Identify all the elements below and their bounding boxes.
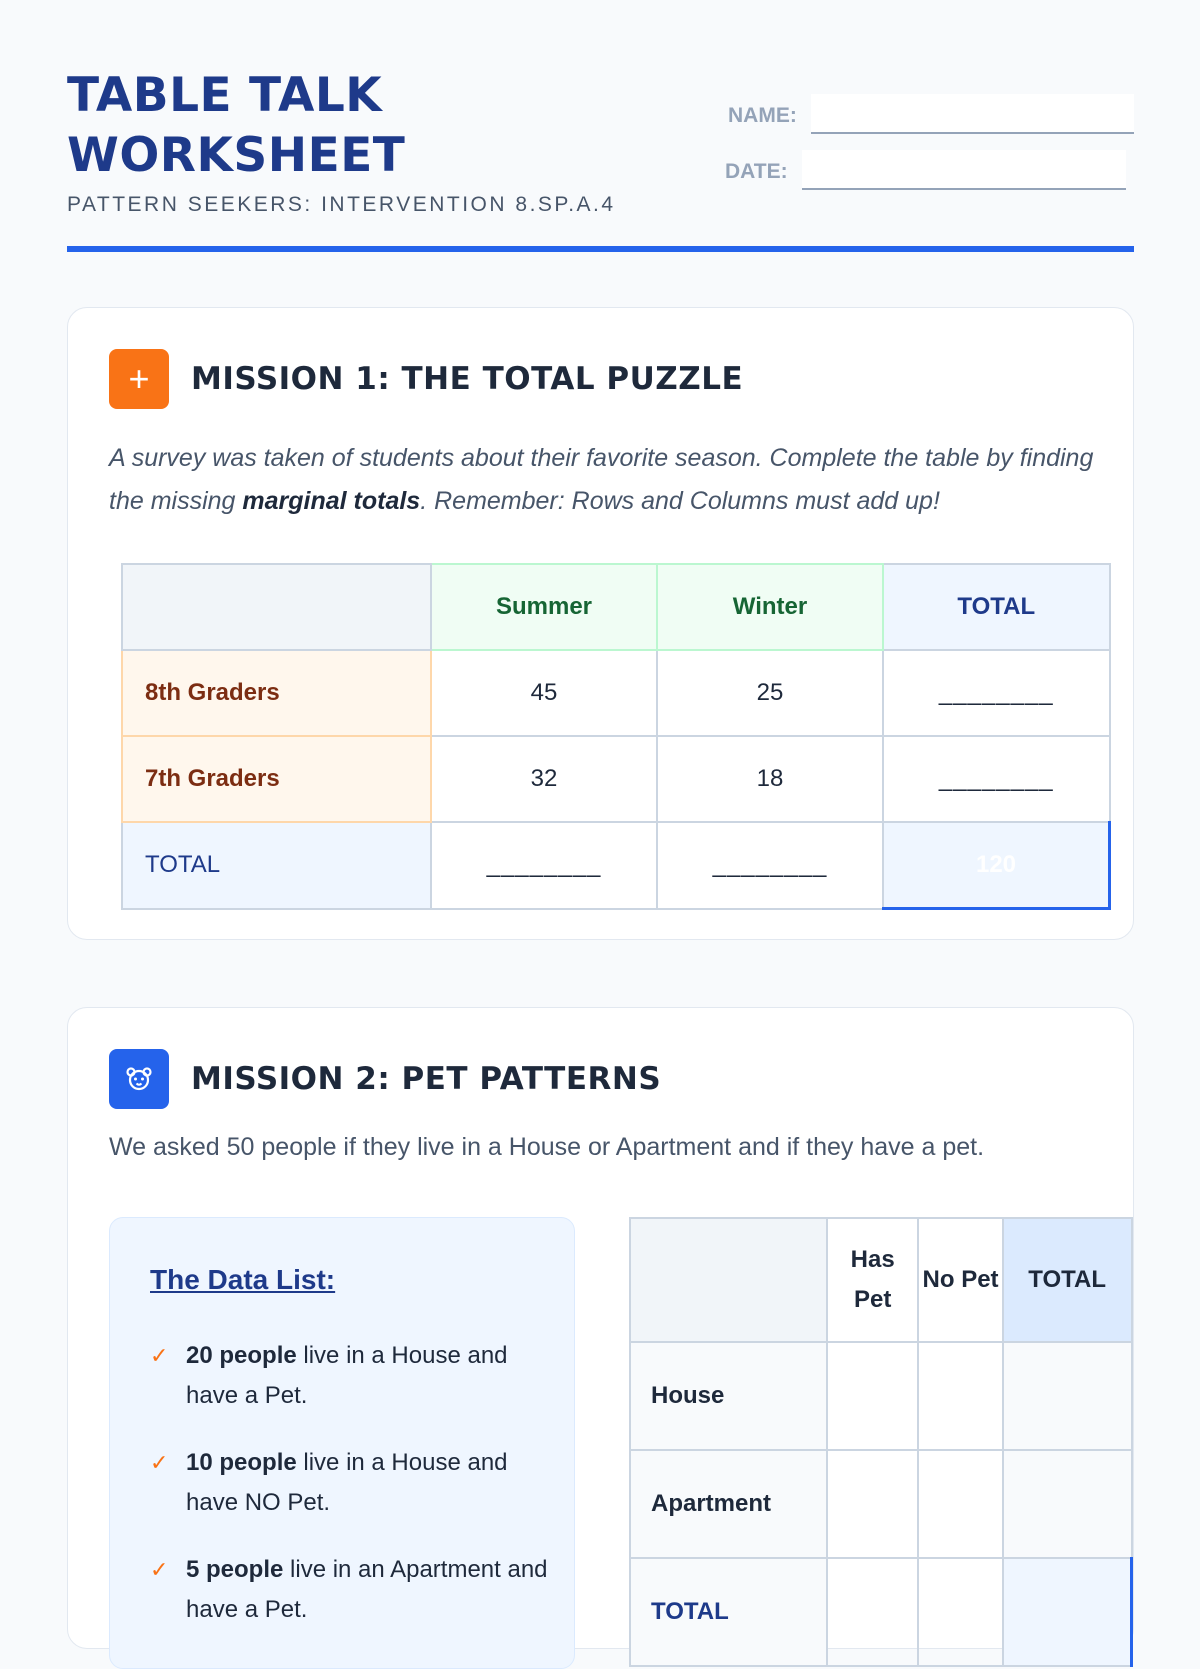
table-cell: 45 (431, 650, 657, 736)
table-row (630, 1342, 1132, 1450)
column-header-no-pet: No Pet (918, 1218, 1002, 1342)
answer-cell[interactable] (827, 1450, 918, 1558)
table-row (122, 822, 1110, 909)
grand-total-cell: 120 (883, 822, 1110, 909)
row-header-total: TOTAL (122, 822, 431, 909)
checkmark-icon: ✓ (150, 1557, 169, 1582)
column-header-total: TOTAL (883, 564, 1110, 650)
student-info (725, 94, 1134, 206)
corner-cell (122, 564, 431, 650)
data-list-title: The Data List: (150, 1264, 336, 1295)
row-header-total: TOTAL (630, 1558, 827, 1666)
header-divider (67, 246, 1134, 252)
mission-2-title: MISSION 2: PET PATTERNS (191, 1061, 662, 1097)
answer-cell[interactable] (1003, 1450, 1132, 1558)
date-field[interactable] (802, 150, 1126, 190)
answer-blank[interactable]: ________ (657, 822, 883, 909)
name-row (728, 94, 1134, 134)
table-cell: 32 (431, 736, 657, 822)
item-count: 5 people (186, 1556, 284, 1583)
item-text: live in an Apartment and have a Pet. (186, 1556, 548, 1623)
answer-cell[interactable] (827, 1342, 918, 1450)
row-header-house: House (630, 1342, 827, 1450)
answer-blank[interactable]: ________ (883, 650, 1110, 736)
list-item (150, 1550, 550, 1630)
mission-2-card (67, 1007, 1134, 1649)
mission-2-header (109, 1049, 661, 1109)
corner-cell (630, 1218, 827, 1342)
mission-1-card (67, 307, 1134, 940)
table-header-row (122, 564, 1110, 650)
pet-icon-graphic (123, 1063, 155, 1095)
row-header-7th: 7th Graders (122, 736, 431, 822)
table-header-row (630, 1218, 1132, 1342)
table-row (122, 650, 1110, 736)
column-header-total: TOTAL (1003, 1218, 1132, 1342)
date-row (725, 150, 1134, 190)
page-subtitle: PATTERN SEEKERS: INTERVENTION 8.SP.A.4 (67, 193, 616, 216)
column-header-winter: Winter (657, 564, 883, 650)
answer-cell[interactable] (827, 1558, 918, 1666)
table-cell: 18 (657, 736, 883, 822)
item-count: 10 people (186, 1449, 297, 1476)
column-header-summer: Summer (431, 564, 657, 650)
checkmark-icon: ✓ (150, 1450, 169, 1475)
item-text: live in a House and have a Pet. (186, 1342, 508, 1409)
row-header-8th: 8th Graders (122, 650, 431, 736)
intro-text-start: A survey was taken of students about their favorite season. Complete the table by finding the missing (109, 444, 1094, 515)
answer-blank[interactable]: ________ (883, 736, 1110, 822)
checkmark-icon: ✓ (150, 1343, 169, 1368)
list-item (150, 1443, 550, 1523)
intro-text-end: . Remember: Rows and Columns must add up! (420, 487, 940, 515)
item-text: live in a House and have NO Pet. (186, 1449, 508, 1516)
intro-bold-term: marginal totals (242, 487, 421, 515)
table-row (122, 736, 1110, 822)
season-table (121, 563, 1111, 910)
mission-1-header (109, 349, 743, 409)
name-label: NAME: (728, 104, 797, 127)
name-field[interactable] (811, 94, 1134, 134)
pet-icon (109, 1049, 169, 1109)
mission-1-intro (109, 437, 1099, 523)
page-title: TABLE TALK WORKSHEET (67, 68, 406, 183)
date-label: DATE: (725, 160, 788, 183)
answer-blank[interactable]: ________ (431, 822, 657, 909)
answer-cell[interactable] (918, 1558, 1002, 1666)
worksheet-header (67, 66, 1134, 217)
table-cell: 25 (657, 650, 883, 736)
data-list-panel (109, 1217, 575, 1669)
data-list (150, 1336, 550, 1657)
row-header-apartment: Apartment (630, 1450, 827, 1558)
mission-1-title: MISSION 1: THE TOTAL PUZZLE (191, 361, 744, 397)
list-item (150, 1336, 550, 1416)
table-row (630, 1450, 1132, 1558)
mission-2-intro: We asked 50 people if they live in a House or Apartment and if they have a pet. (109, 1133, 985, 1161)
plus-icon: + (109, 349, 169, 409)
answer-cell[interactable] (1003, 1342, 1132, 1450)
answer-cell[interactable] (918, 1450, 1002, 1558)
column-header-has-pet: Has Pet (827, 1218, 918, 1342)
table-row (630, 1558, 1132, 1666)
answer-cell[interactable] (918, 1342, 1002, 1450)
grand-total-cell[interactable] (1003, 1558, 1132, 1666)
item-count: 20 people (186, 1342, 297, 1369)
